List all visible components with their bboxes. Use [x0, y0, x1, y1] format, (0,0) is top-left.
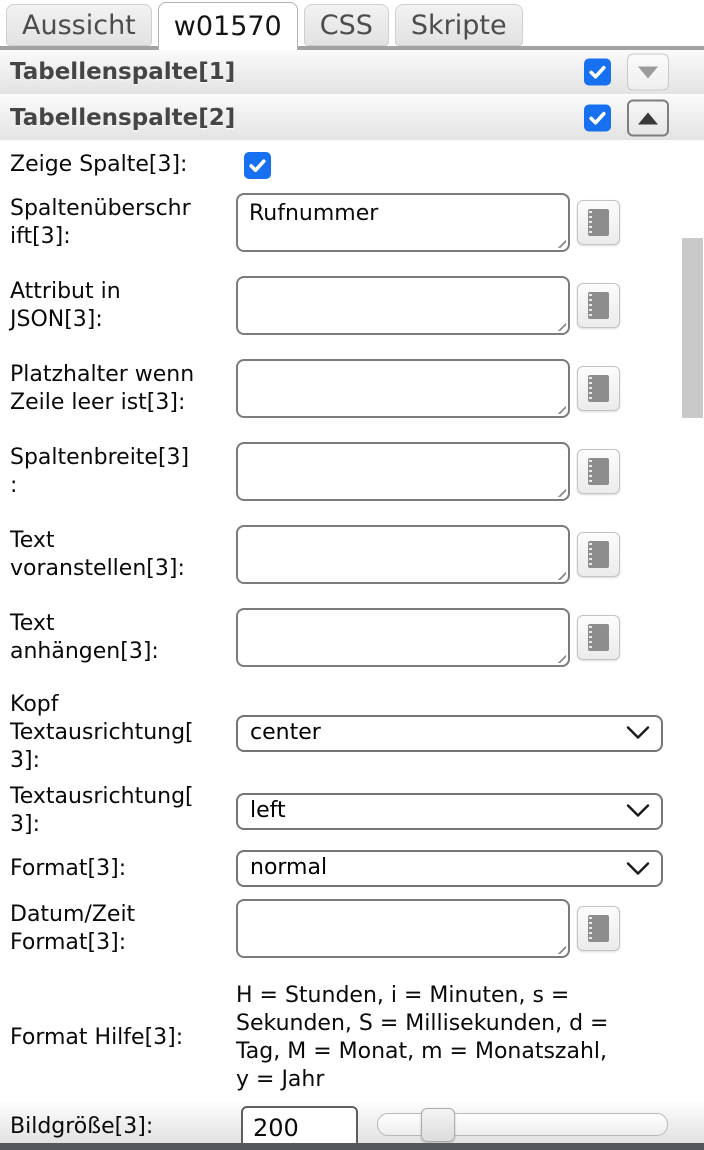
triangle-down-icon [638, 66, 658, 78]
check-icon [588, 109, 607, 128]
vertical-scrollbar-thumb[interactable] [682, 238, 703, 418]
row-datum-zeit-format [0, 899, 704, 958]
row-bildgroesse [0, 1102, 704, 1143]
notebook-icon [588, 624, 609, 651]
field-label: Datum/Zeit Format[3]: [10, 901, 136, 955]
section-2-checkbox[interactable] [584, 105, 611, 132]
row-kopf-textausrichtung [0, 691, 704, 775]
section-header-tabellenspalte-1[interactable] [0, 50, 704, 96]
kopf-textausrichtung-select[interactable] [236, 715, 663, 752]
format-help-text: H = Stunden, i = Minuten, s = Sekunden, S = Millisekunden, d = Tag, M = Monat, m = Monatszahl, y = Jahr [236, 983, 609, 1092]
notebook-icon [588, 541, 609, 568]
textausrichtung-select[interactable] [236, 793, 663, 830]
row-text-voranstellen [0, 525, 704, 584]
notebook-icon [588, 915, 609, 942]
row-attribut-json [0, 276, 704, 335]
text-anhaengen-textarea[interactable] [236, 608, 570, 667]
field-label: Bildgröße[3]: [10, 1114, 154, 1139]
check-icon [248, 156, 267, 175]
bildgroesse-slider[interactable] [377, 1113, 668, 1136]
tab-aussicht[interactable]: Aussicht [6, 4, 152, 46]
section-1-checkbox[interactable] [584, 59, 611, 86]
format-select[interactable] [236, 850, 663, 887]
row-textausrichtung [0, 783, 704, 839]
triangle-up-icon [638, 112, 658, 124]
row-format-hilfe [0, 982, 704, 1094]
row-format [0, 850, 704, 887]
check-icon [588, 63, 607, 82]
tab-bar [0, 0, 704, 50]
tabbar-divider [0, 46, 704, 50]
field-label: Zeige Spalte[3]: [10, 152, 188, 177]
tab-css[interactable]: CSS [304, 4, 389, 46]
field-label: Format Hilfe[3]: [10, 1025, 184, 1050]
field-label: Textausrichtung[3]: [10, 784, 194, 837]
text-voranstellen-textarea[interactable] [236, 525, 570, 584]
section-title: Tabellenspalte[1] [10, 59, 236, 85]
open-text-editor-button[interactable] [577, 615, 620, 660]
open-text-editor-button[interactable] [577, 283, 620, 328]
field-label: Text anhängen[3]: [10, 610, 159, 664]
notebook-icon [588, 458, 609, 485]
platzhalter-textarea[interactable] [236, 359, 570, 418]
open-text-editor-button[interactable] [577, 366, 620, 411]
datum-zeit-format-textarea[interactable] [236, 899, 570, 958]
notebook-icon [588, 209, 609, 236]
open-text-editor-button[interactable] [577, 449, 620, 494]
row-spaltenueberschrift [0, 193, 704, 252]
row-text-anhaengen [0, 608, 704, 667]
open-text-editor-button[interactable] [577, 532, 620, 577]
tab-skripte[interactable]: Skripte [395, 4, 523, 46]
spaltenbreite-textarea[interactable] [236, 442, 570, 501]
move-section-down-button[interactable] [627, 54, 669, 91]
spaltenueberschrift-textarea[interactable] [236, 193, 570, 252]
notebook-icon [588, 292, 609, 319]
zeige-spalte-checkbox[interactable] [244, 152, 271, 179]
row-zeige-spalte [0, 151, 704, 179]
row-spaltenbreite [0, 442, 704, 501]
field-label: Kopf Textausrichtung[3]: [10, 692, 194, 773]
move-section-up-button[interactable] [627, 100, 669, 137]
field-label: Spaltenüberschrift[3]: [10, 195, 191, 249]
field-label: Attribut in JSON[3]: [10, 278, 121, 332]
field-label: Text voranstellen[3]: [10, 527, 185, 581]
bildgroesse-slider-handle[interactable] [421, 1108, 455, 1142]
open-text-editor-button[interactable] [577, 200, 620, 245]
section-header-tabellenspalte-2[interactable] [0, 96, 704, 142]
section-form-tabellenspalte-2 [0, 142, 704, 1094]
field-label: Format[3]: [10, 855, 127, 881]
bottom-bar [0, 1143, 704, 1150]
row-platzhalter [0, 359, 704, 418]
notebook-icon [588, 375, 609, 402]
tab-w01570[interactable]: w01570 [158, 2, 298, 50]
open-text-editor-button[interactable] [577, 906, 620, 951]
section-title: Tabellenspalte[2] [10, 105, 236, 131]
attribut-json-textarea[interactable] [236, 276, 570, 335]
field-label: Platzhalter wenn Zeile leer ist[3]: [10, 361, 195, 415]
field-label: Spaltenbreite[3]: [10, 444, 190, 498]
